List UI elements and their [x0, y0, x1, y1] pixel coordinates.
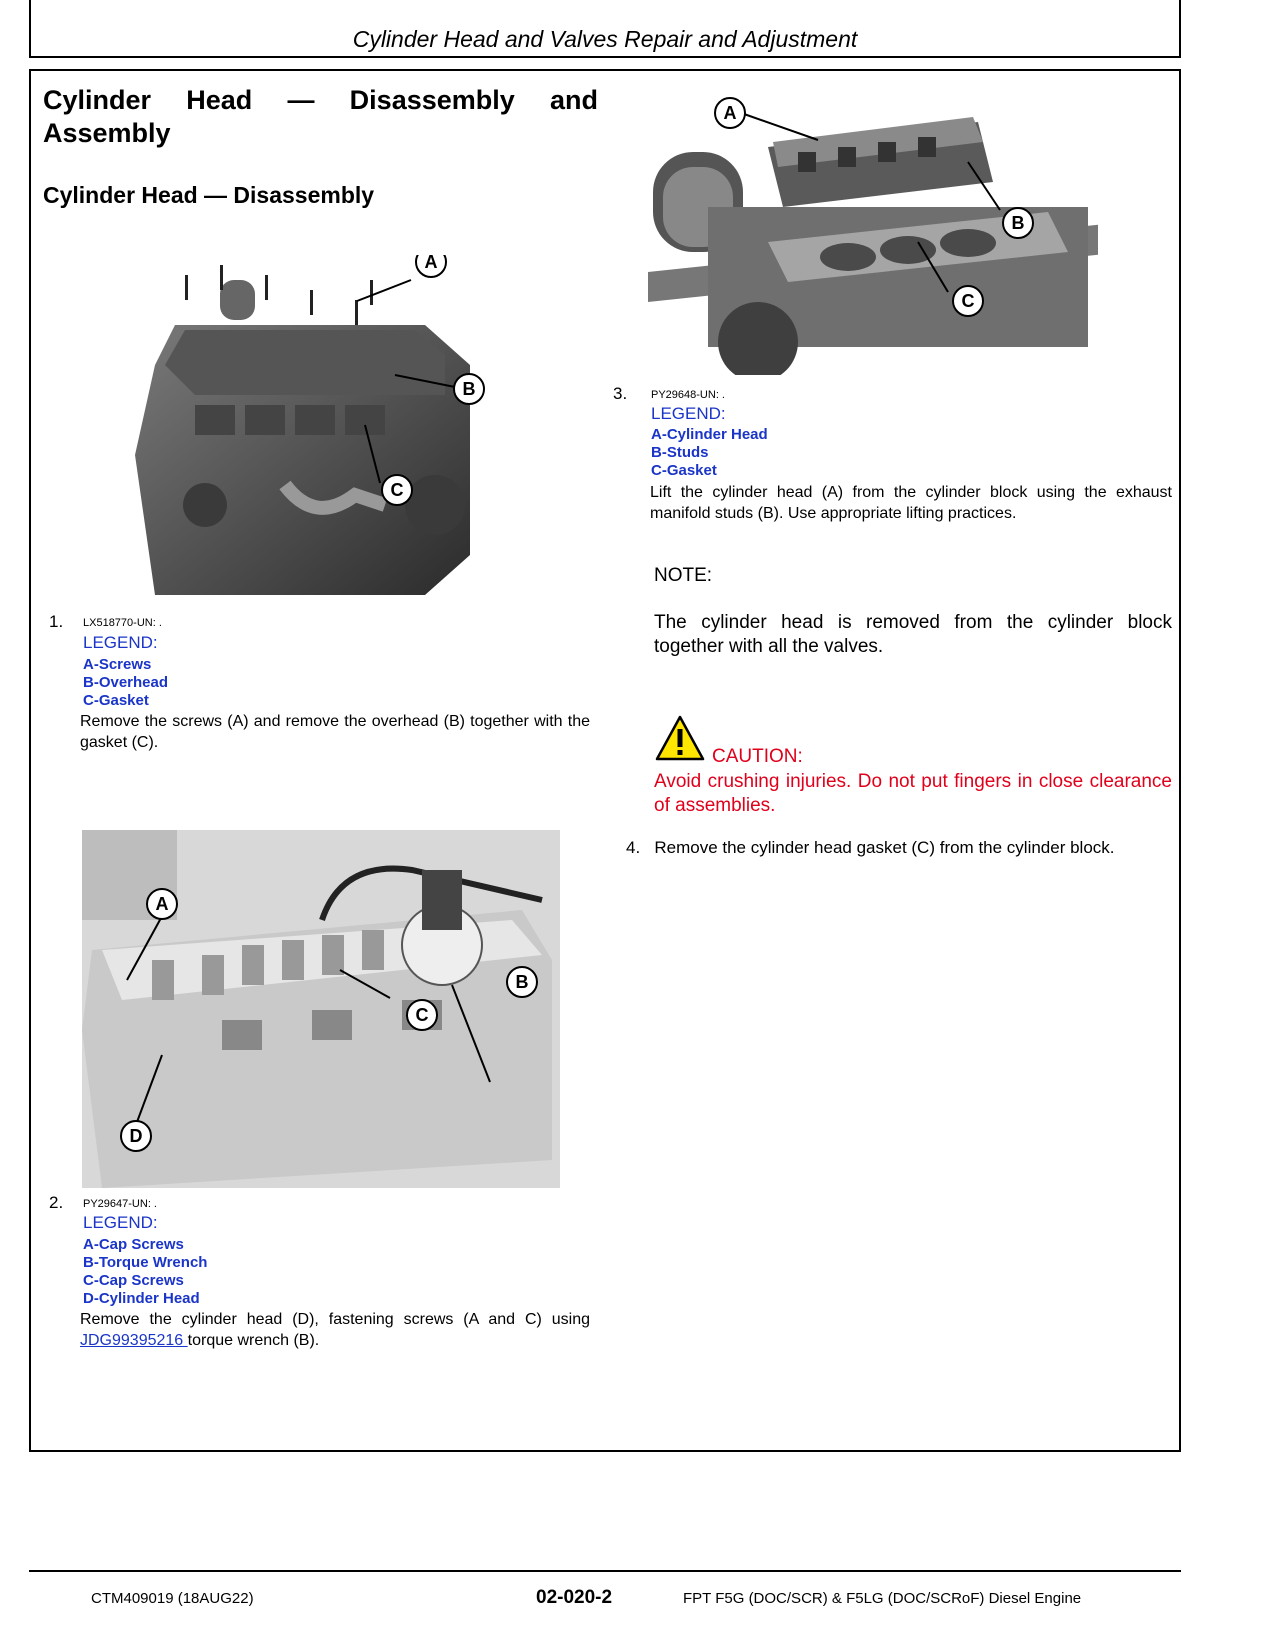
step-text — [80, 1309, 590, 1351]
step-number: 3. — [613, 384, 628, 403]
legend-item: A-Cap Screws — [83, 1236, 184, 1253]
figure-engine-overhead — [125, 255, 510, 595]
legend-item: C-Gasket — [83, 692, 149, 709]
legend-item: C-Cap Screws — [83, 1272, 184, 1289]
title-word: — — [287, 85, 315, 115]
figure-id: LX518770-UN: . — [83, 617, 162, 629]
footer-engine-title: FPT F5G (DOC/SCR) & F5LG (DOC/SCRoF) Diesel Engine — [683, 1590, 1082, 1607]
section-subtitle: Cylinder Head — Disassembly — [43, 182, 375, 208]
step-text: Lift the cylinder head (A) from the cylinder block using the exhaust manifold studs (B). Use appropriate lifting practices. — [650, 484, 1172, 522]
title-word: Head — [186, 85, 253, 115]
step-text: Remove the screws (A) and remove the overhead (B) together with the gasket (C). — [80, 713, 590, 751]
title-word: Disassembly — [349, 85, 515, 115]
tool-link[interactable]: JDG99395216 — [80, 1332, 188, 1349]
legend-item: D-Cylinder Head — [83, 1290, 200, 1307]
callout-c: C — [961, 291, 975, 311]
title-line2: Assembly — [43, 118, 171, 148]
legend-title: LEGEND: — [651, 404, 726, 423]
caution-text: Avoid crushing injuries. Do not put fingers in close clearance of assemblies. — [654, 771, 1172, 816]
note-label: NOTE: — [654, 565, 713, 586]
warning-triangle-icon — [655, 715, 705, 766]
caution-label: CAUTION: — [712, 746, 803, 767]
step-text-pre: Remove the cylinder head (D), fastening screws (A and C) using — [80, 1311, 590, 1328]
callout-b: B — [515, 972, 529, 992]
title-word: Cylinder — [43, 85, 152, 115]
legend-item: B-Overhead — [83, 674, 169, 691]
figure-lift-head — [648, 92, 1098, 375]
legend-item: B-Torque Wrench — [83, 1254, 208, 1271]
callout-a: A — [723, 103, 737, 123]
step-text: Remove the cylinder head gasket (C) from the cylinder block. — [654, 838, 1115, 857]
figure-torque-wrench — [82, 830, 560, 1188]
figure-id: PY29648-UN: . — [651, 389, 725, 401]
legend-item: B-Studs — [651, 444, 709, 461]
callout-c: C — [390, 480, 404, 500]
step-number: 2. — [49, 1193, 64, 1212]
legend-item: C-Gasket — [651, 462, 717, 479]
legend-title: LEGEND: — [83, 633, 158, 652]
section-title — [43, 84, 598, 150]
legend-item: A-Cylinder Head — [651, 426, 768, 443]
legend-title: LEGEND: — [83, 1213, 158, 1232]
callout-b: B — [462, 379, 476, 399]
title-word: and — [549, 85, 598, 115]
footer-divider — [29, 1570, 1181, 1572]
footer-doc-id: CTM409019 (18AUG22) — [91, 1590, 254, 1607]
legend-item: A-Screws — [83, 656, 152, 673]
step-number: 1. — [49, 612, 64, 631]
callout-c: C — [415, 1005, 429, 1025]
page-header — [29, 0, 1181, 58]
figure-id: PY29647-UN: . — [83, 1198, 157, 1210]
step-4 — [626, 838, 1115, 858]
header-title: Cylinder Head and Valves Repair and Adjustment — [352, 26, 858, 52]
callout-d: D — [129, 1126, 143, 1146]
step-text-post: torque wrench (B). — [187, 1332, 320, 1349]
step-number: 4. — [626, 838, 641, 857]
callout-a: A — [155, 894, 169, 914]
callout-b: B — [1011, 213, 1025, 233]
footer-page-number: 02-020-2 — [536, 1587, 613, 1608]
callout-a: A — [424, 255, 438, 272]
note-text: The cylinder head is removed from the cylinder block together with all the valves. — [654, 612, 1172, 657]
